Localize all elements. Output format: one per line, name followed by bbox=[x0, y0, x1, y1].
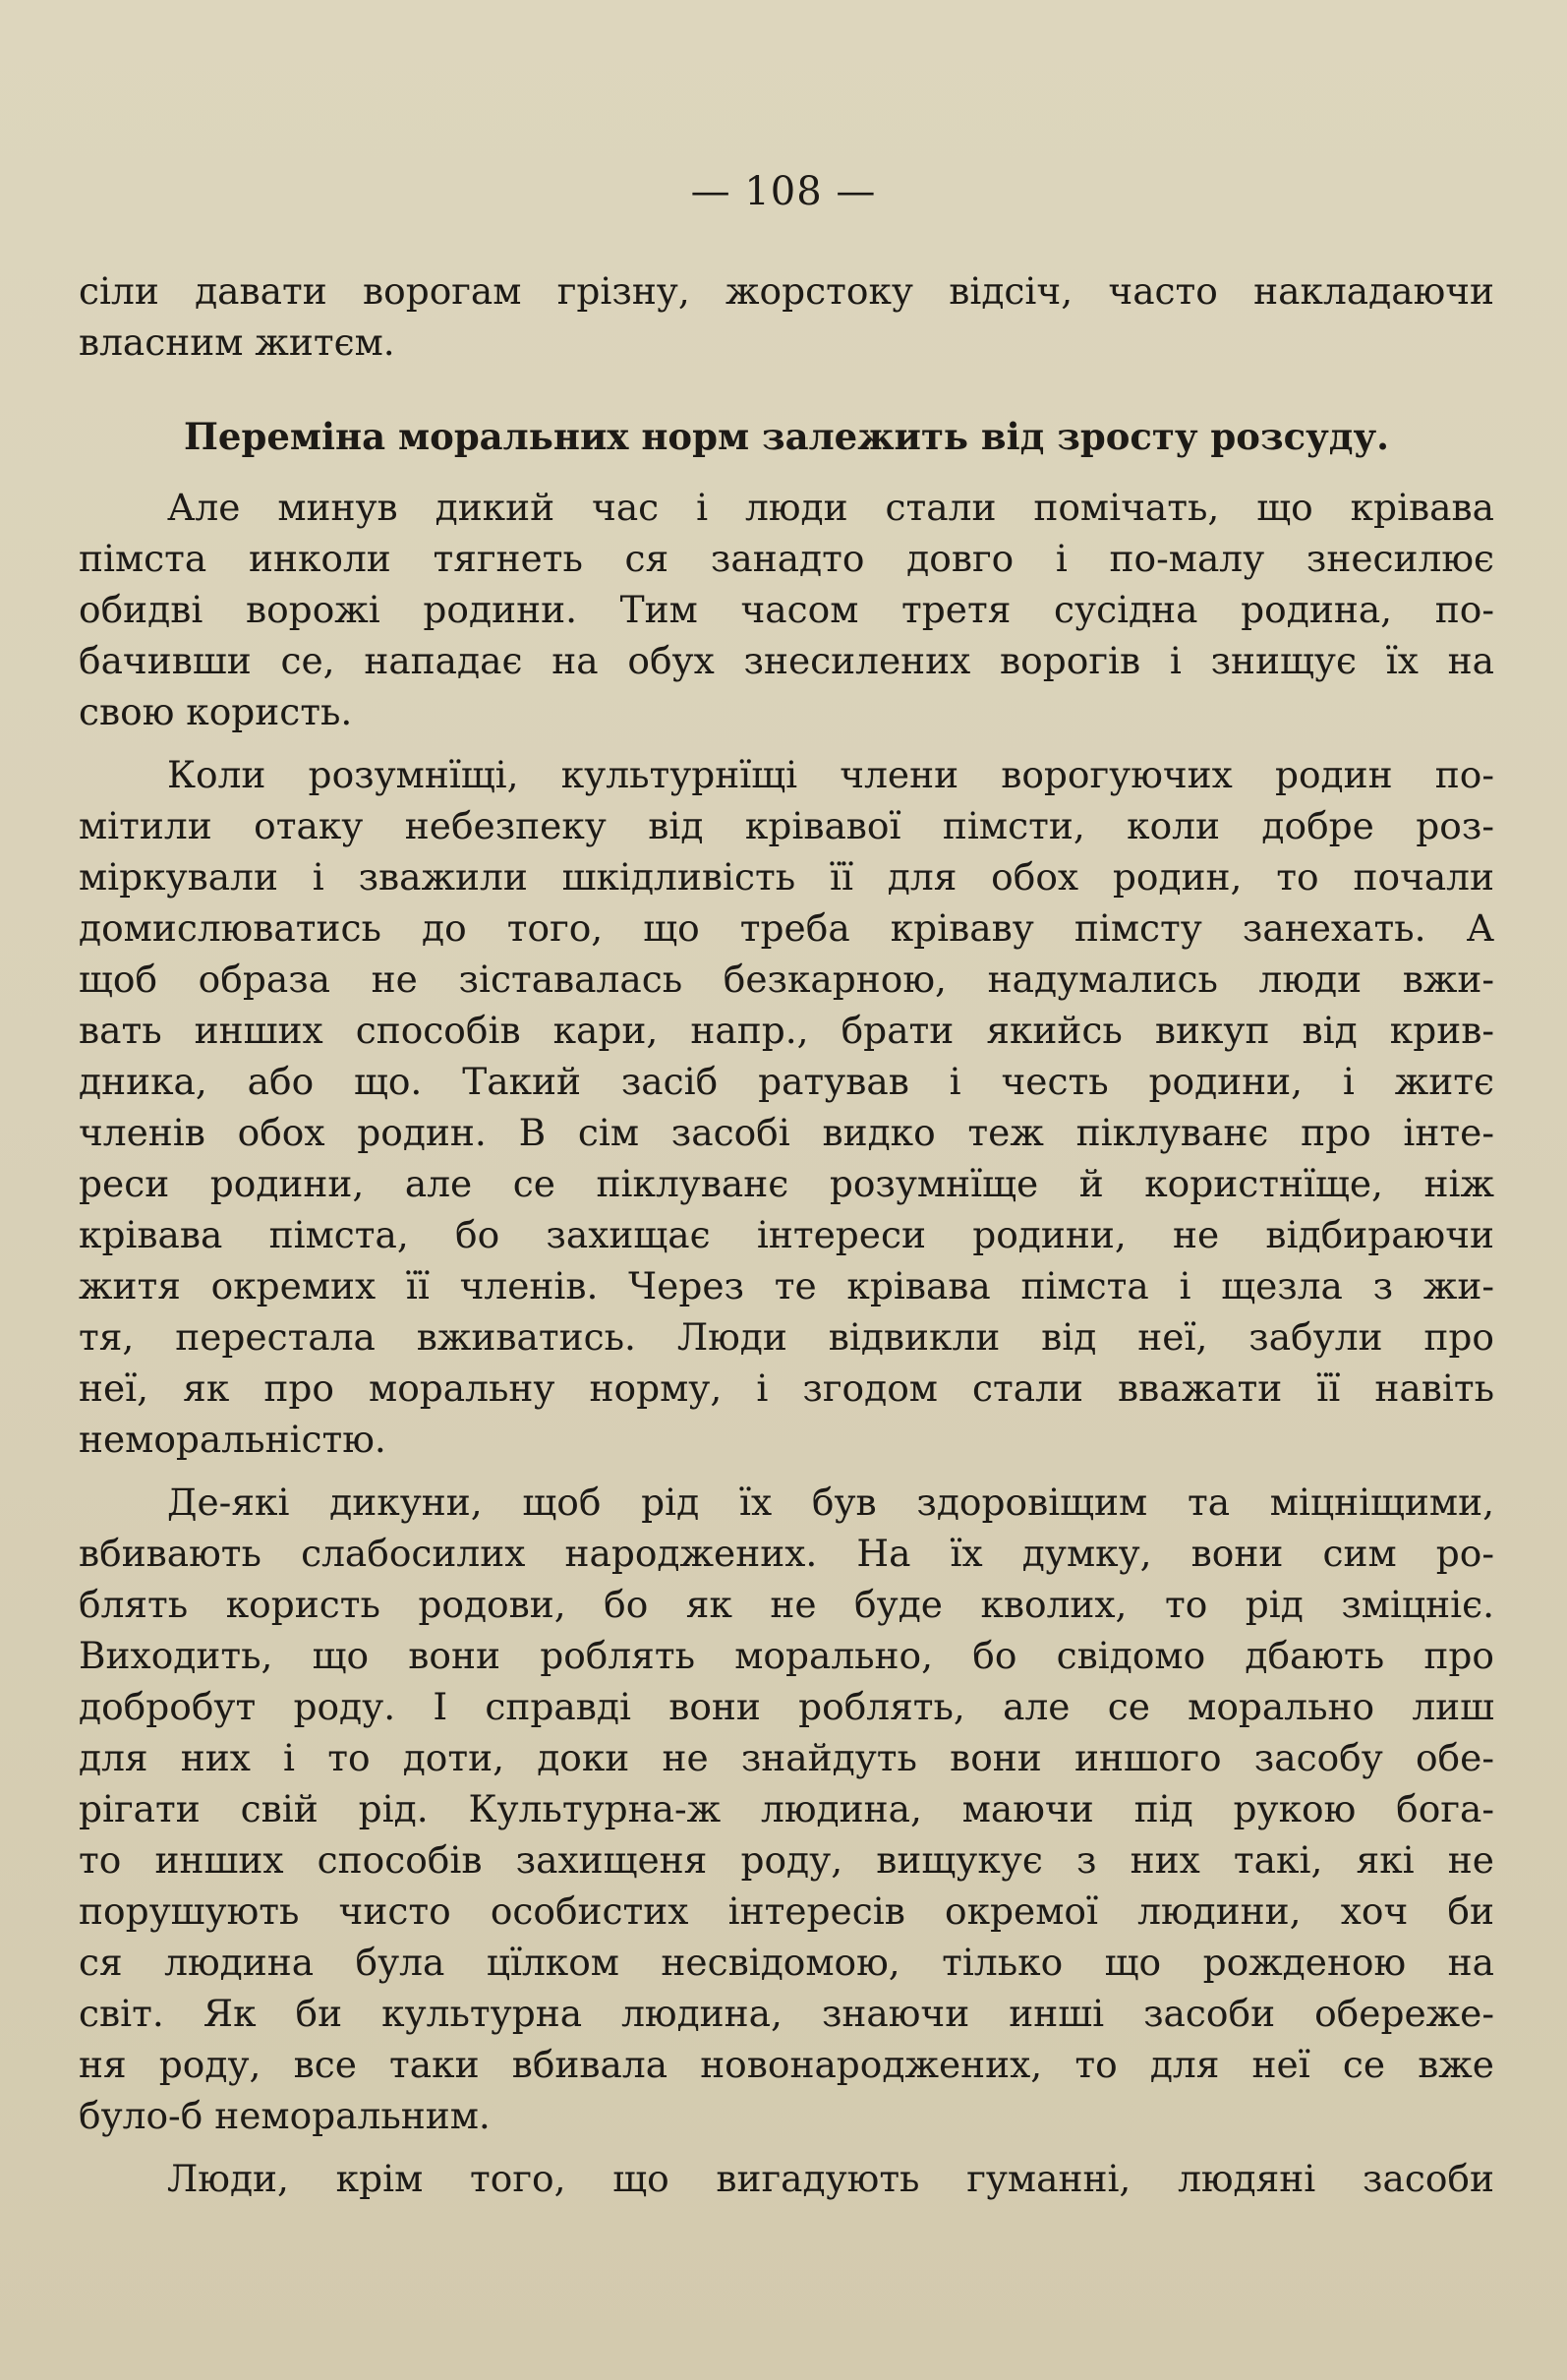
text-body bbox=[79, 265, 1494, 2216]
text-line: Коли розумнїщі, культурнїщі члени ворогуючих родин по- bbox=[167, 753, 1494, 796]
text-line: обидві ворожі родини. Тим часом третя сусідна родина, по- bbox=[79, 588, 1494, 631]
text-line: дника, або що. Такий засіб ратував і честь родини, і житє bbox=[79, 1060, 1494, 1103]
text-line: бачивши се, нападає на обух знесилених ворогів і знищує їх на bbox=[79, 639, 1494, 682]
text-line: власним житєм. bbox=[79, 320, 395, 364]
text-line: рігати свій рід. Культурна-ж людина, маючи під рукою бога- bbox=[79, 1787, 1494, 1830]
text-line: світ. Як би культурна людина, знаючи инші засоби обереже- bbox=[79, 1992, 1494, 2035]
text-line: вать инших способів кари, напр., брати якийсь викуп від крив- bbox=[79, 1009, 1494, 1052]
text-line: вбивають слабосилих народжених. На їх думку, вони сим ро- bbox=[79, 1532, 1494, 1575]
text-line: членів обох родин. В сім засобі видко теж піклуванє про інте- bbox=[79, 1111, 1494, 1154]
paragraph-4 bbox=[79, 2153, 1494, 2204]
text-line: добробут роду. І справді вони роблять, але се морально лиш bbox=[79, 1685, 1494, 1728]
text-line: пімста инколи тягнеть ся занадто довго і по-малу знесилює bbox=[79, 537, 1494, 580]
paragraph-3 bbox=[79, 1477, 1494, 2141]
text-line: для них і то доти, доки не знайдуть вони иншого засобу обе- bbox=[79, 1736, 1494, 1779]
text-line: житя окремих її членів. Через те крівава пімста і щезла з жи- bbox=[79, 1264, 1494, 1307]
text-line: Де-які дикуни, щоб рід їх був здоровіщим та міцніщими, bbox=[167, 1480, 1494, 1524]
text-line: неморальністю. bbox=[79, 1418, 386, 1461]
section-heading: Переміна моральних норм залежить від зросту розсуду. bbox=[183, 415, 1390, 458]
text-line: неї, як про моральну норму, і згодом стали вважати її навіть bbox=[79, 1366, 1494, 1410]
text-line: то инших способів захищеня роду, вищукує з них такі, які не bbox=[79, 1838, 1494, 1882]
text-line: ся людина була цїлком несвідомою, тілько що рожденою на bbox=[79, 1941, 1494, 1984]
paragraph-2 bbox=[79, 749, 1494, 1465]
text-line: ня роду, все таки вбивала новонароджених, то для неї се вже bbox=[79, 2043, 1494, 2086]
text-line: щоб образа не зіставалась безкарною, надумались люди вжи- bbox=[79, 958, 1494, 1001]
text-line: мітили отаку небезпеку від крівавої пімсти, коли добре роз- bbox=[79, 804, 1494, 847]
text-line: міркували і зважили шкідливість її для обох родин, то почали bbox=[79, 855, 1494, 899]
text-line: сіли давати ворогам грізну, жорстоку відсіч, часто накладаючи bbox=[79, 269, 1494, 313]
text-line: свою користь. bbox=[79, 690, 353, 733]
page-number: — 108 — bbox=[690, 169, 877, 214]
text-line: крівава пімста, бо захищає інтереси родини, не відбираючи bbox=[79, 1213, 1494, 1256]
text-line: порушують чисто особистих інтересів окремої людини, хоч би bbox=[79, 1889, 1494, 1933]
text-line: було-б неморальним. bbox=[79, 2094, 491, 2137]
text-line: Люди, крім того, що вигадують гуманні, людяні засоби bbox=[167, 2157, 1494, 2200]
text-line: домислюватись до того, що треба кріваву пімсту занехать. А bbox=[79, 906, 1494, 950]
text-line: блять користь родови, бо як не буде кволих, то рід зміцніє. bbox=[79, 1583, 1494, 1626]
text-line: Виходить, що вони роблять морально, бо свідомо дбають про bbox=[79, 1634, 1494, 1677]
intro-paragraph bbox=[79, 265, 1494, 368]
text-line: Але минув дикий час і люди стали помічать, що крівава bbox=[167, 486, 1494, 529]
text-line: реси родини, але се піклуванє розумнїще й користнїще, ніж bbox=[79, 1162, 1494, 1205]
text-line: тя, перестала вживатись. Люди відвикли від неї, забули про bbox=[79, 1315, 1494, 1359]
paragraph-1 bbox=[79, 482, 1494, 737]
